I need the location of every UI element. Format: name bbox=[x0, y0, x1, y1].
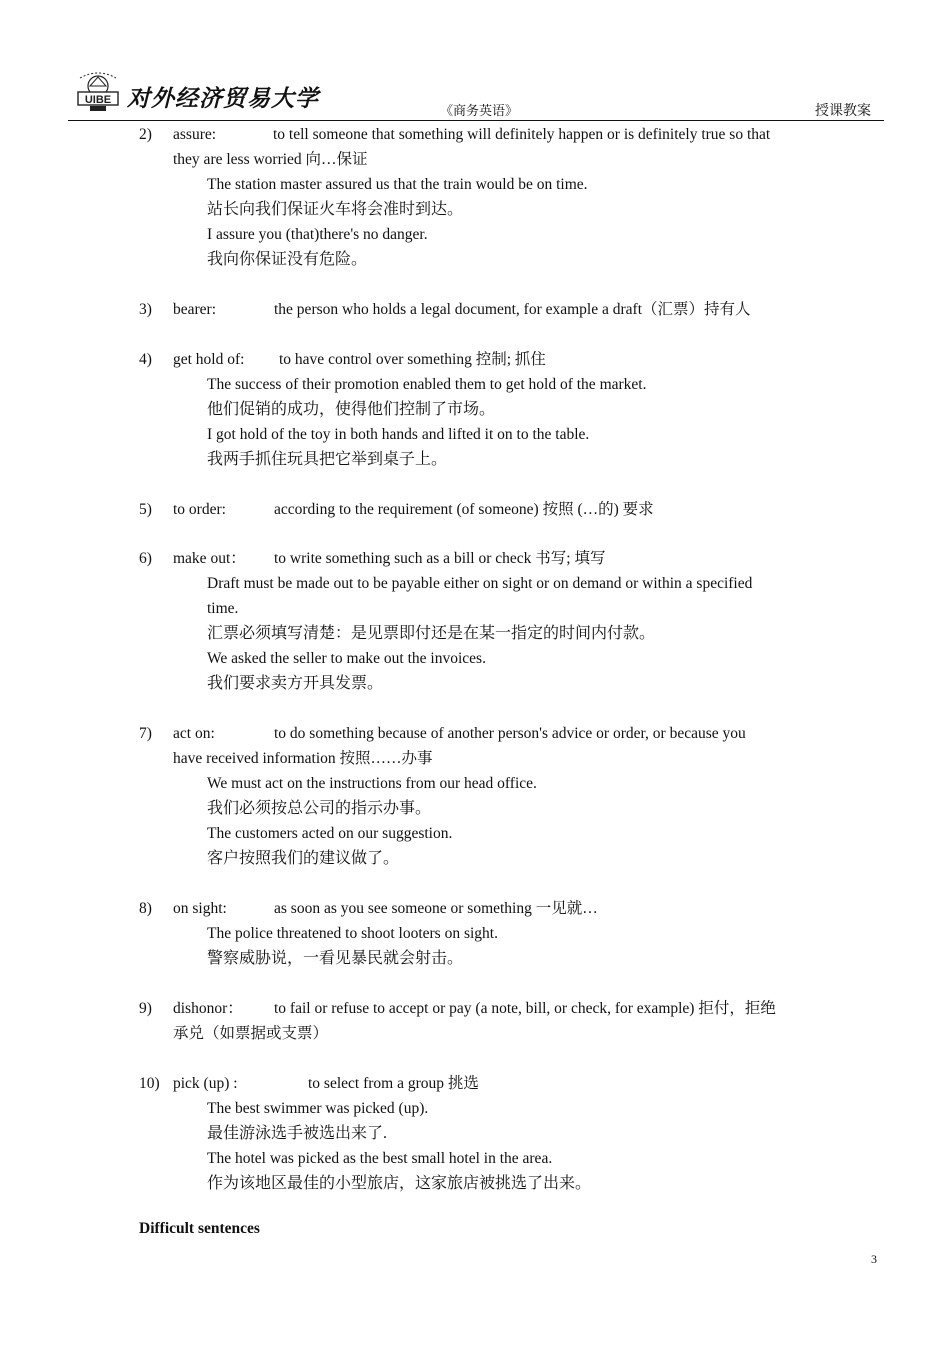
svg-text:UIBE: UIBE bbox=[84, 94, 112, 106]
entry-term: assure: bbox=[173, 126, 217, 143]
entry-definition: to tell someone that something will definitely happen or is definitely true so that bbox=[273, 126, 771, 143]
entry-definition-cont: 承兑（如票据或支票） bbox=[173, 1025, 329, 1042]
example-translation: 我们必须按总公司的指示办事。 bbox=[207, 800, 432, 817]
example-sentence: Draft must be made out to be payable either on sight or on demand or within a specified bbox=[207, 575, 753, 592]
entry-term: make out： bbox=[173, 550, 246, 567]
example-translation: 我们要求卖方开具发票。 bbox=[207, 675, 384, 692]
example-sentence: The station master assured us that the train would be on time. bbox=[207, 176, 588, 193]
entry-definition: according to the requirement (of someone) 按照 (…的) 要求 bbox=[274, 501, 654, 518]
entry-number: 2) bbox=[139, 126, 152, 143]
entry-term: pick (up) : bbox=[173, 1075, 238, 1092]
entry-number: 9) bbox=[139, 1000, 152, 1017]
entry-number: 5) bbox=[139, 501, 152, 518]
example-sentence: We asked the seller to make out the invoices. bbox=[207, 650, 486, 667]
example-translation: 他们促销的成功，使得他们控制了市场。 bbox=[207, 401, 496, 418]
example-translation: 我向你保证没有危险。 bbox=[207, 251, 368, 268]
university-name: 对外经济贸易大学 bbox=[127, 86, 319, 111]
page-number: 3 bbox=[871, 1252, 877, 1266]
entry-number: 4) bbox=[139, 351, 152, 368]
entry-definition: to write something such as a bill or check 书写; 填写 bbox=[274, 550, 606, 567]
example-translation: 警察威胁说，一看见暴民就会射击。 bbox=[207, 950, 464, 967]
entry-definition: to have control over something 控制; 抓住 bbox=[279, 351, 546, 368]
entry-definition: as soon as you see someone or something 一见就… bbox=[274, 900, 598, 917]
example-translation: 我两手抓住玩具把它举到桌子上。 bbox=[207, 451, 448, 468]
entry-definition-cont: they are less worried 向…保证 bbox=[173, 151, 368, 168]
entry-number: 3) bbox=[139, 301, 152, 318]
entry-number: 6) bbox=[139, 550, 152, 567]
entry-definition: to fail or refuse to accept or pay (a note, bill, or check, for example) 拒付，拒绝 bbox=[274, 1000, 776, 1017]
entry-definition-cont: have received information 按照……办事 bbox=[173, 750, 433, 767]
university-logo-icon bbox=[74, 72, 122, 112]
example-sentence: The police threatened to shoot looters on sight. bbox=[207, 925, 498, 942]
example-sentence: We must act on the instructions from our head office. bbox=[207, 775, 537, 792]
entry-number: 7) bbox=[139, 725, 152, 742]
page-header bbox=[0, 0, 952, 125]
entry-definition: to do something because of another person's advice or order, or because you bbox=[274, 725, 746, 742]
example-translation: 最佳游泳选手被选出来了. bbox=[207, 1125, 388, 1142]
document-type: 授课教案 bbox=[815, 104, 871, 119]
example-sentence: The hotel was picked as the best small hotel in the area. bbox=[207, 1150, 553, 1167]
section-heading: Difficult sentences bbox=[139, 1220, 260, 1237]
entry-number: 10) bbox=[139, 1075, 160, 1092]
entry-term: dishonor： bbox=[173, 1000, 243, 1017]
example-sentence-cont: time. bbox=[207, 600, 239, 617]
example-translation: 作为该地区最佳的小型旅店，这家旅店被挑选了出来。 bbox=[207, 1175, 592, 1192]
entry-term: on sight: bbox=[173, 900, 227, 917]
entry-definition: the person who holds a legal document, for example a draft（汇票）持有人 bbox=[274, 301, 751, 318]
example-sentence: The success of their promotion enabled them to get hold of the market. bbox=[207, 376, 647, 393]
entry-term: act on: bbox=[173, 725, 215, 742]
example-sentence: The customers acted on our suggestion. bbox=[207, 825, 453, 842]
example-sentence: I assure you (that)there's no danger. bbox=[207, 226, 428, 243]
example-translation: 客户按照我们的建议做了。 bbox=[207, 850, 400, 867]
example-translation: 汇票必须填写清楚：是见票即付还是在某一指定的时间内付款。 bbox=[207, 625, 656, 642]
entry-number: 8) bbox=[139, 900, 152, 917]
example-sentence: I got hold of the toy in both hands and lifted it on to the table. bbox=[207, 426, 590, 443]
entry-term: bearer: bbox=[173, 301, 217, 318]
course-title: 《商务英语》 bbox=[440, 103, 519, 118]
entry-definition: to select from a group 挑选 bbox=[308, 1075, 479, 1092]
example-sentence: The best swimmer was picked (up). bbox=[207, 1100, 429, 1117]
header-rule bbox=[68, 120, 884, 121]
entry-term: get hold of: bbox=[173, 351, 245, 368]
example-translation: 站长向我们保证火车将会准时到达。 bbox=[207, 201, 464, 218]
entry-term: to order: bbox=[173, 501, 226, 518]
